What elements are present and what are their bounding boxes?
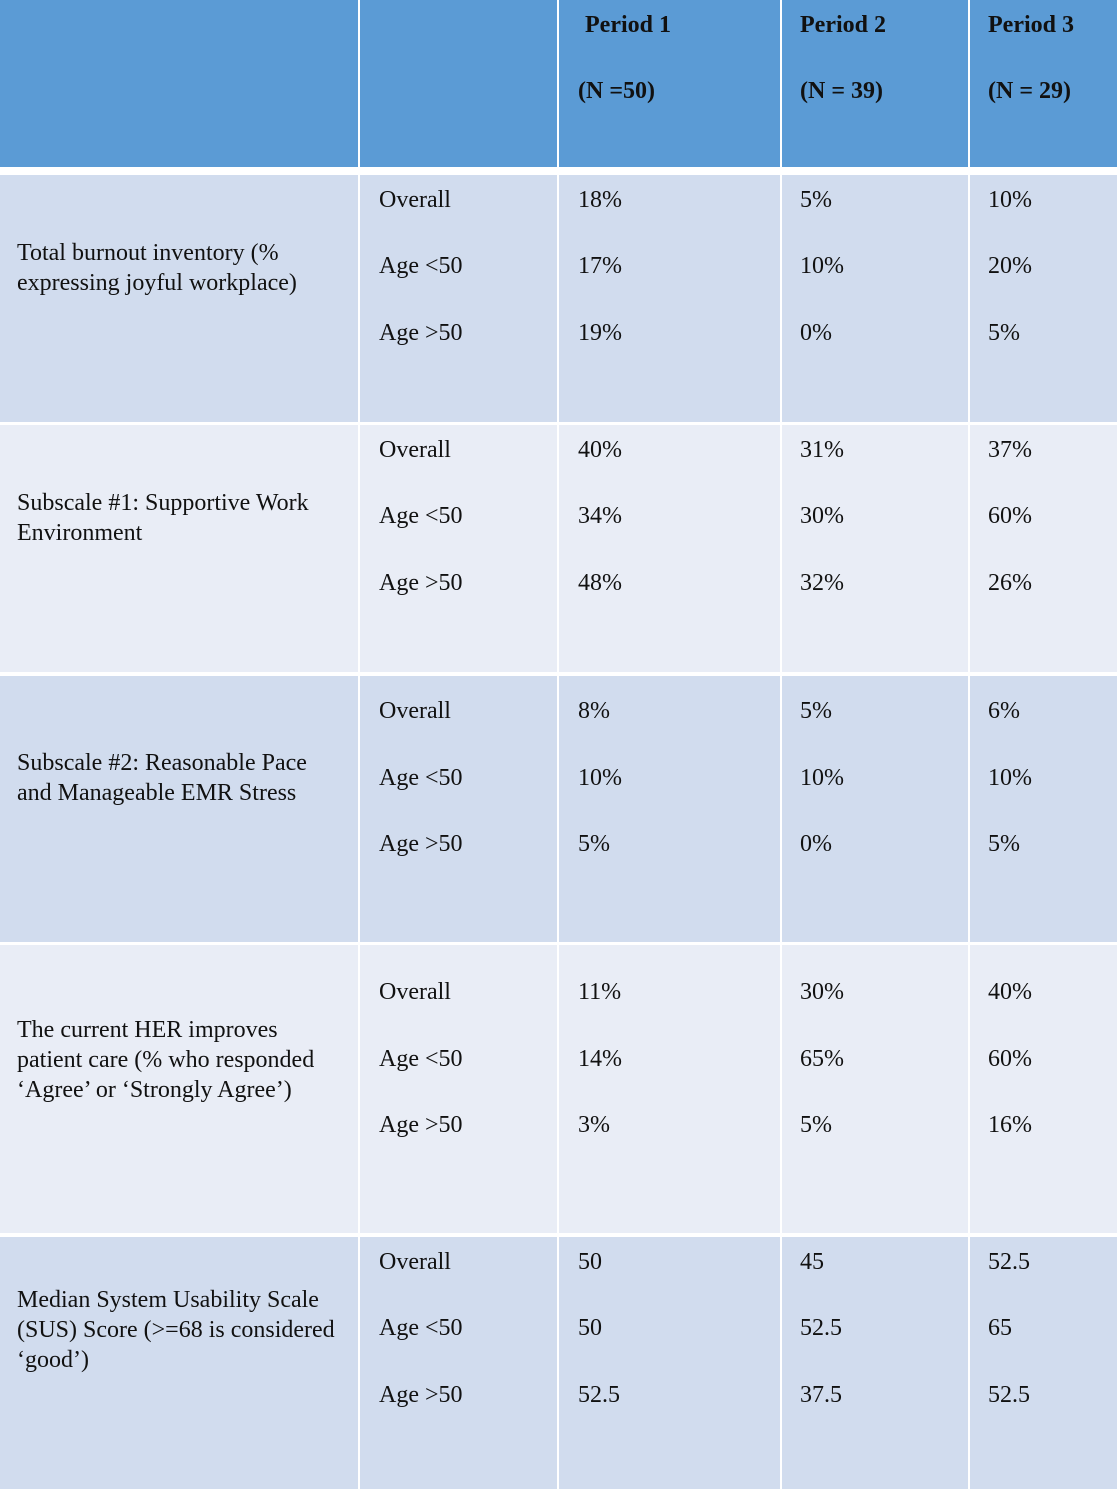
value: 11%: [578, 979, 622, 1005]
subgroup-label: Overall: [379, 187, 451, 213]
value: 65: [988, 1315, 1012, 1341]
subgroup-label: Age >50: [379, 570, 463, 596]
table-row: [0, 425, 1117, 672]
value: 34%: [578, 503, 622, 529]
period-2-cell: [782, 1237, 968, 1489]
subgroup-cell: [360, 425, 557, 672]
value: 5%: [800, 698, 832, 724]
subgroup-label: Overall: [379, 1249, 451, 1275]
value: 45: [800, 1249, 824, 1275]
subgroup-label: Overall: [379, 437, 451, 463]
table-row: [0, 1237, 1117, 1489]
row-label-cell: [0, 945, 358, 1233]
row-label: The current HER improves patient care (% who responded ‘Agree’ or ‘Strongly Agree’): [17, 1017, 315, 1103]
subgroup-label: Age <50: [379, 503, 463, 529]
value: 52.5: [578, 1382, 620, 1408]
value: 52.5: [988, 1382, 1030, 1408]
row-label: Total burnout inventory (% expressing joyful workplace): [17, 240, 297, 296]
period-2-cell: [782, 676, 968, 942]
value: 14%: [578, 1046, 622, 1072]
value: 20%: [988, 253, 1032, 279]
subgroup-cell: [360, 1237, 557, 1489]
header-row: [0, 0, 1117, 167]
period-2-cell: [782, 945, 968, 1233]
subgroup-label: Age <50: [379, 1315, 463, 1341]
header-period-3: [970, 0, 1117, 167]
period-1-cell: [559, 1237, 780, 1489]
value: 6%: [988, 698, 1020, 724]
period-2-cell: [782, 175, 968, 422]
value: 50: [578, 1315, 602, 1341]
value: 37.5: [800, 1382, 842, 1408]
value: 18%: [578, 187, 622, 213]
row-label: Subscale #2: Reasonable Pace and Manageable EMR Stress: [17, 750, 307, 806]
period-1-cell: [559, 425, 780, 672]
subgroup-label: Age >50: [379, 831, 463, 857]
value: 5%: [988, 320, 1020, 346]
value: 8%: [578, 698, 610, 724]
subgroup-label: Overall: [379, 698, 451, 724]
value: 65%: [800, 1046, 844, 1072]
period-3-cell: [970, 425, 1117, 672]
period-n: (N =50): [578, 78, 655, 104]
row-label-cell: [0, 425, 358, 672]
value: 5%: [800, 187, 832, 213]
value: 5%: [800, 1112, 832, 1138]
subgroup-label: Age <50: [379, 1046, 463, 1072]
value: 26%: [988, 570, 1032, 596]
value: 17%: [578, 253, 622, 279]
value: 30%: [800, 503, 844, 529]
value: 5%: [988, 831, 1020, 857]
value: 0%: [800, 831, 832, 857]
period-3-cell: [970, 1237, 1117, 1489]
period-3-cell: [970, 175, 1117, 422]
row-label-cell: [0, 676, 358, 942]
value: 10%: [800, 253, 844, 279]
period-title: Period 2: [800, 12, 886, 38]
table-row: [0, 945, 1117, 1233]
value: 52.5: [988, 1249, 1030, 1275]
value: 19%: [578, 320, 622, 346]
value: 16%: [988, 1112, 1032, 1138]
period-title: Period 3: [988, 12, 1074, 38]
value: 5%: [578, 831, 610, 857]
subgroup-label: Age <50: [379, 253, 463, 279]
value: 31%: [800, 437, 844, 463]
row-label: Subscale #1: Supportive Work Environment: [17, 490, 309, 546]
period-title: Period 1: [585, 12, 671, 38]
value: 37%: [988, 437, 1032, 463]
table-row: [0, 175, 1117, 422]
value: 48%: [578, 570, 622, 596]
subgroup-label: Age >50: [379, 1382, 463, 1408]
subgroup-cell: [360, 175, 557, 422]
row-label: Median System Usability Scale (SUS) Score (>=68 is considered ‘good’): [17, 1287, 335, 1373]
period-1-cell: [559, 676, 780, 942]
value: 60%: [988, 503, 1032, 529]
table-row: [0, 676, 1117, 942]
value: 40%: [578, 437, 622, 463]
subgroup-cell: [360, 676, 557, 942]
value: 10%: [988, 765, 1032, 791]
period-1-cell: [559, 175, 780, 422]
value: 30%: [800, 979, 844, 1005]
value: 52.5: [800, 1315, 842, 1341]
value: 3%: [578, 1112, 610, 1138]
value: 32%: [800, 570, 844, 596]
value: 40%: [988, 979, 1032, 1005]
header-period-1: [559, 0, 780, 167]
period-n: (N = 29): [988, 78, 1071, 104]
period-3-cell: [970, 676, 1117, 942]
period-1-cell: [559, 945, 780, 1233]
period-3-cell: [970, 945, 1117, 1233]
value: 60%: [988, 1046, 1032, 1072]
subgroup-label: Overall: [379, 979, 451, 1005]
period-2-cell: [782, 425, 968, 672]
value: 10%: [800, 765, 844, 791]
row-label-cell: [0, 1237, 358, 1489]
subgroup-label: Age >50: [379, 1112, 463, 1138]
subgroup-label: Age >50: [379, 320, 463, 346]
value: 0%: [800, 320, 832, 346]
header-empty-cell: [0, 0, 358, 167]
subgroup-cell: [360, 945, 557, 1233]
subgroup-label: Age <50: [379, 765, 463, 791]
header-empty-cell: [360, 0, 557, 167]
value: 10%: [578, 765, 622, 791]
value: 10%: [988, 187, 1032, 213]
row-label-cell: [0, 175, 358, 422]
header-period-2: [782, 0, 968, 167]
value: 50: [578, 1249, 602, 1275]
period-n: (N = 39): [800, 78, 883, 104]
